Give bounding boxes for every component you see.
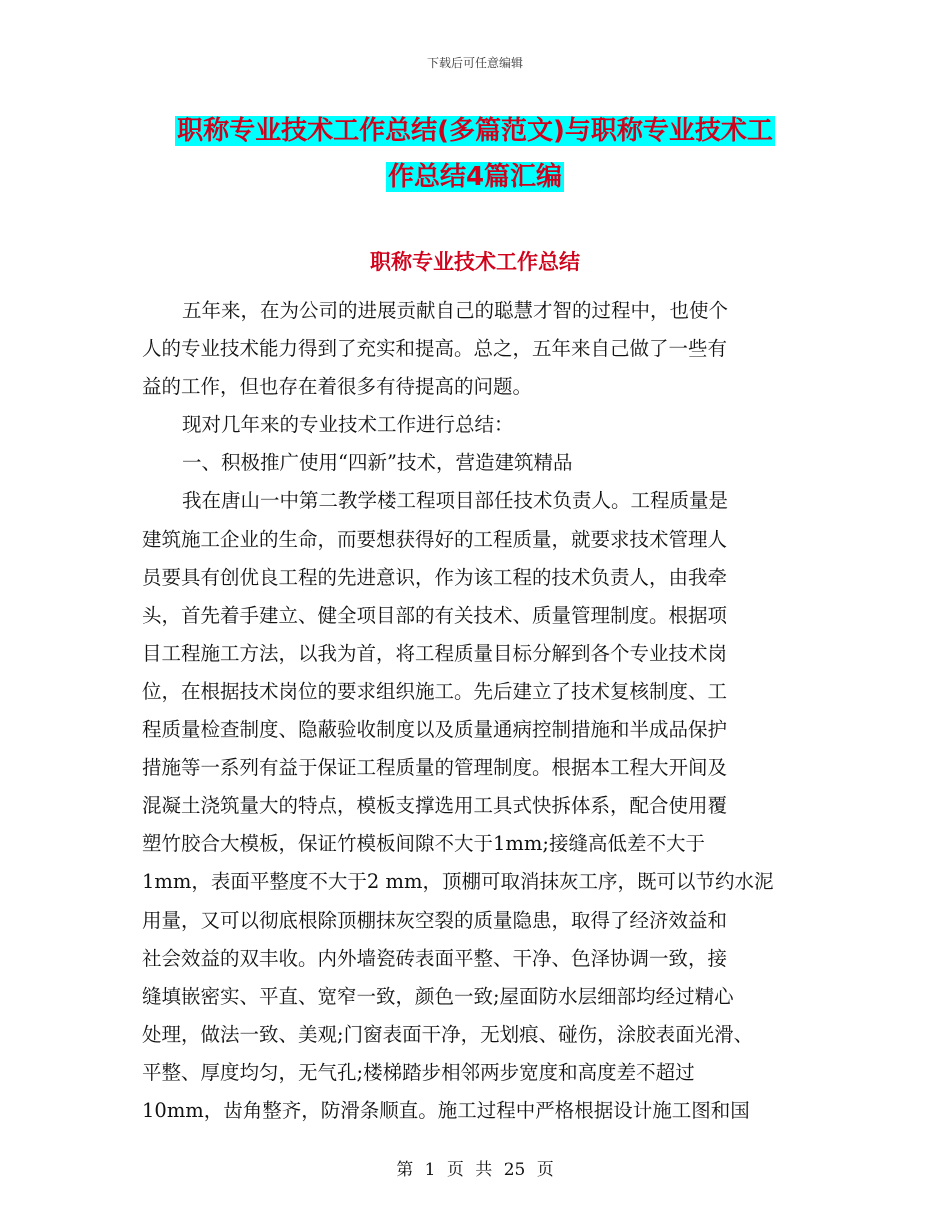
body-line: 益的工作，但也存在着很多有待提高的问题。 [142, 375, 533, 399]
body-line: 用量，又可以彻底根除顶棚抹灰空裂的质量隐患，取得了经济效益和 [142, 908, 728, 932]
document-title-line-1: 职称专业技术工作总结(多篇范文)与职称专业技术工 [177, 116, 773, 146]
body-text [142, 292, 822, 1130]
body-line: 社会效益的双丰收。内外墙瓷砖表面平整、干净、色泽协调一致，接 [142, 946, 728, 970]
body-line: 建筑施工企业的生命，而要想获得好的工程质量，就要求技术管理人 [142, 527, 728, 551]
body-line: 我在唐山一中第二教学楼工程项目部任技术负责人。工程质量是 [182, 489, 729, 513]
section-title: 职称专业技术工作总结 [370, 250, 580, 274]
document-title-line-2: 作总结4篇汇编 [387, 162, 563, 192]
body-line: 头，首先着手建立、健全项目部的有关技术、质量管理制度。根据项 [142, 603, 728, 627]
body-line: 位，在根据技术岗位的要求组织施工。先后建立了技术复核制度、工 [142, 679, 728, 703]
body-line: 平整、厚度均匀，无气孔;楼梯踏步相邻两步宽度和高度差不超过 [142, 1060, 695, 1084]
body-line: 程质量检查制度、隐蔽验收制度以及质量通病控制措施和半成品保护 [142, 718, 728, 742]
body-line: 措施等一系列有益于保证工程质量的管理制度。根据本工程大开间及 [142, 756, 728, 780]
body-line: 10mm，齿角整齐，防滑条顺直。施工过程中严格根据设计施工图和国 [142, 1098, 750, 1122]
body-line: 现对几年来的专业技术工作进行总结： [182, 413, 514, 437]
body-line: 员要具有创优良工程的先进意识，作为该工程的技术负责人，由我牵 [142, 565, 728, 589]
body-line: 人的专业技术能力得到了充实和提高。总之，五年来自己做了一些有 [142, 337, 728, 361]
body-line: 1mm，表面平整度不大于2 mm，顶棚可取消抹灰工序，既可以节约水泥 [142, 870, 774, 894]
body-line: 塑竹胶合大模板，保证竹模板间隙不大于1mm;接缝高低差不大于 [142, 832, 705, 856]
body-line: 目工程施工方法，以我为首，将工程质量目标分解到各个专业技术岗 [142, 641, 728, 665]
document-title [150, 108, 800, 200]
body-line: 处理，做法一致、美观;门窗表面干净，无划痕、碰伤，涂胶表面光滑、 [142, 1022, 754, 1046]
body-line: 五年来，在为公司的进展贡献自己的聪慧才智的过程中，也使个 [182, 299, 729, 322]
body-line: 混凝土浇筑量大的特点，模板支撑选用工具式快拆体系，配合使用覆 [142, 794, 728, 818]
page-footer: 第 1 页 共 25 页 [396, 1160, 554, 1180]
body-line: 缝填嵌密实、平直、宽窄一致，颜色一致;屋面防水层细部均经过精心 [142, 984, 734, 1008]
header-note: 下载后可任意编辑 [426, 56, 523, 70]
body-line: 一、积极推广使用“四新”技术，营造建筑精品 [182, 451, 573, 475]
